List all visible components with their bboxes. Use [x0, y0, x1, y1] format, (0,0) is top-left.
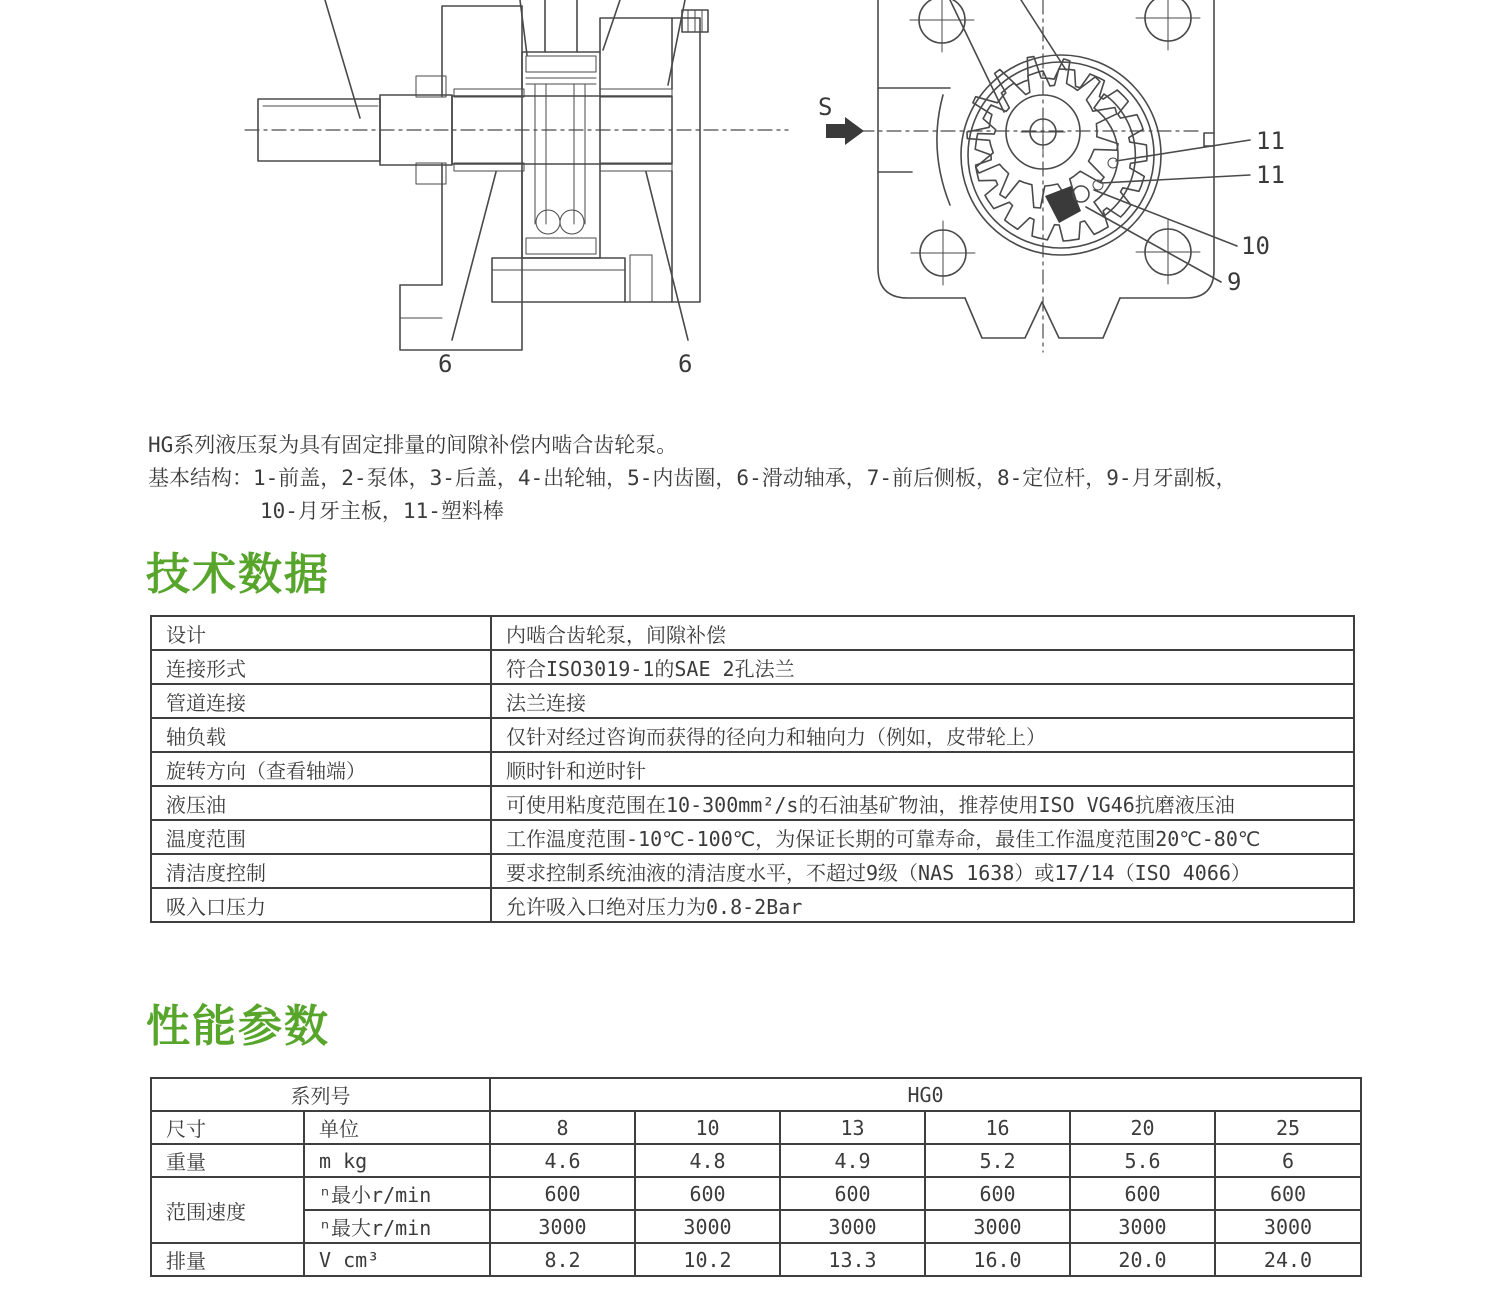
displacement-value: 8.2	[490, 1243, 635, 1276]
structure-line-2: 10-月牙主板，11-塑料棒	[260, 499, 504, 523]
table-row	[151, 1078, 1361, 1111]
table-row	[151, 718, 1354, 752]
weight-label: 重量	[151, 1144, 304, 1177]
speed-min-value: 600	[780, 1177, 925, 1210]
structure-line-1: 基本结构：1-前盖，2-泵体，3-后盖，4-出轮轴，5-内齿圈，6-滑动轴承，7-前后侧板，8-定位杆，9-月牙副板，	[148, 466, 1237, 490]
displacement-value: 24.0	[1215, 1243, 1361, 1276]
tech-value: 允许吸入口绝对压力为0.8-2Bar	[491, 888, 1354, 922]
suction-arrow-icon	[826, 117, 864, 145]
size-label: 尺寸	[151, 1111, 304, 1144]
crescent-main-plate	[1045, 186, 1081, 223]
weight-value: 4.8	[635, 1144, 780, 1177]
table-row	[151, 616, 1354, 650]
speed-range-label: 范围速度	[151, 1177, 304, 1243]
tech-value: 符合ISO3019-1的SAE 2孔法兰	[491, 650, 1354, 684]
weight-value: 4.6	[490, 1144, 635, 1177]
label-10: 10	[1241, 232, 1270, 260]
section-title-performance: 性能参数	[146, 1001, 330, 1052]
cross-section-drawing	[230, 0, 800, 378]
speed-max-value: 3000	[1215, 1210, 1361, 1243]
tech-value: 可使用粘度范围在10-300mm²/s的石油基矿物油，推荐使用ISO VG46抗磨液压油	[491, 786, 1354, 820]
speed-max-unit: ⁿ最大r/min	[304, 1210, 490, 1243]
table-row	[151, 820, 1354, 854]
weight-value: 6	[1215, 1144, 1361, 1177]
size-value: 8	[490, 1111, 635, 1144]
tech-label: 轴负载	[151, 718, 491, 752]
speed-min-value: 600	[1215, 1177, 1361, 1210]
tech-label: 温度范围	[151, 820, 491, 854]
structure-paragraph	[148, 462, 1237, 528]
plastic-rod-1	[1108, 158, 1118, 168]
label-11a: 11	[1256, 127, 1285, 155]
series-value: HG0	[490, 1078, 1361, 1111]
weight-value: 5.2	[925, 1144, 1070, 1177]
table-row	[151, 1243, 1361, 1276]
tech-value: 工作温度范围-10℃-100℃，为保证长期的可靠寿命，最佳工作温度范围20℃-80℃	[491, 820, 1354, 854]
size-value: 13	[780, 1111, 925, 1144]
displacement-unit: V cm³	[304, 1243, 490, 1276]
tech-label: 液压油	[151, 786, 491, 820]
label-6-left: 6	[438, 350, 453, 378]
speed-min-value: 600	[925, 1177, 1070, 1210]
section-title-technical-data: 技术数据	[146, 549, 330, 600]
table-row	[151, 684, 1354, 718]
tech-value: 仅针对经过咨询而获得的径向力和轴向力（例如，皮带轮上）	[491, 718, 1354, 752]
tech-label: 旋转方向（查看轴端）	[151, 752, 491, 786]
unit-label: 单位	[304, 1111, 490, 1144]
displacement-label: 排量	[151, 1243, 304, 1276]
table-row	[151, 854, 1354, 888]
table-row	[151, 1144, 1361, 1177]
weight-value: 5.6	[1070, 1144, 1215, 1177]
speed-max-value: 3000	[1070, 1210, 1215, 1243]
tech-label: 吸入口压力	[151, 888, 491, 922]
table-row	[151, 650, 1354, 684]
weight-value: 4.9	[780, 1144, 925, 1177]
size-value: 16	[925, 1111, 1070, 1144]
speed-min-value: 600	[1070, 1177, 1215, 1210]
table-row	[151, 1111, 1361, 1144]
tech-label: 设计	[151, 616, 491, 650]
tech-label: 清洁度控制	[151, 854, 491, 888]
size-value: 20	[1070, 1111, 1215, 1144]
tech-label: 管道连接	[151, 684, 491, 718]
table-row	[151, 1177, 1361, 1210]
speed-max-value: 3000	[490, 1210, 635, 1243]
table-row	[151, 752, 1354, 786]
table-row	[151, 1210, 1361, 1243]
table-row	[151, 786, 1354, 820]
technical-data-table	[150, 615, 1355, 923]
tech-value: 要求控制系统油液的清洁度水平，不超过9级（NAS 1638）或17/14（ISO 4066）	[491, 854, 1354, 888]
intro-paragraph: HG系列液压泵为具有固定排量的间隙补偿内啮合齿轮泵。	[148, 433, 678, 457]
front-view-drawing	[800, 0, 1300, 360]
tech-value: 顺时针和逆时针	[491, 752, 1354, 786]
table-row	[151, 888, 1354, 922]
tech-value: 法兰连接	[491, 684, 1354, 718]
displacement-value: 16.0	[925, 1243, 1070, 1276]
bolt-holes	[910, 0, 1200, 285]
tech-value: 内啮合齿轮泵，间隙补偿	[491, 616, 1354, 650]
series-label: 系列号	[151, 1078, 490, 1111]
speed-max-value: 3000	[925, 1210, 1070, 1243]
speed-min-unit: ⁿ最小r/min	[304, 1177, 490, 1210]
speed-max-value: 3000	[635, 1210, 780, 1243]
tech-label: 连接形式	[151, 650, 491, 684]
suction-label: S	[818, 93, 833, 121]
label-9: 9	[1227, 268, 1242, 296]
performance-table	[150, 1077, 1362, 1277]
displacement-value: 10.2	[635, 1243, 780, 1276]
speed-min-value: 600	[490, 1177, 635, 1210]
speed-max-value: 3000	[780, 1210, 925, 1243]
label-11b: 11	[1256, 161, 1285, 189]
label-6-right: 6	[678, 350, 693, 378]
size-value: 10	[635, 1111, 780, 1144]
speed-min-value: 600	[635, 1177, 780, 1210]
displacement-value: 13.3	[780, 1243, 925, 1276]
size-value: 25	[1215, 1111, 1361, 1144]
displacement-value: 20.0	[1070, 1243, 1215, 1276]
weight-unit: m kg	[304, 1144, 490, 1177]
